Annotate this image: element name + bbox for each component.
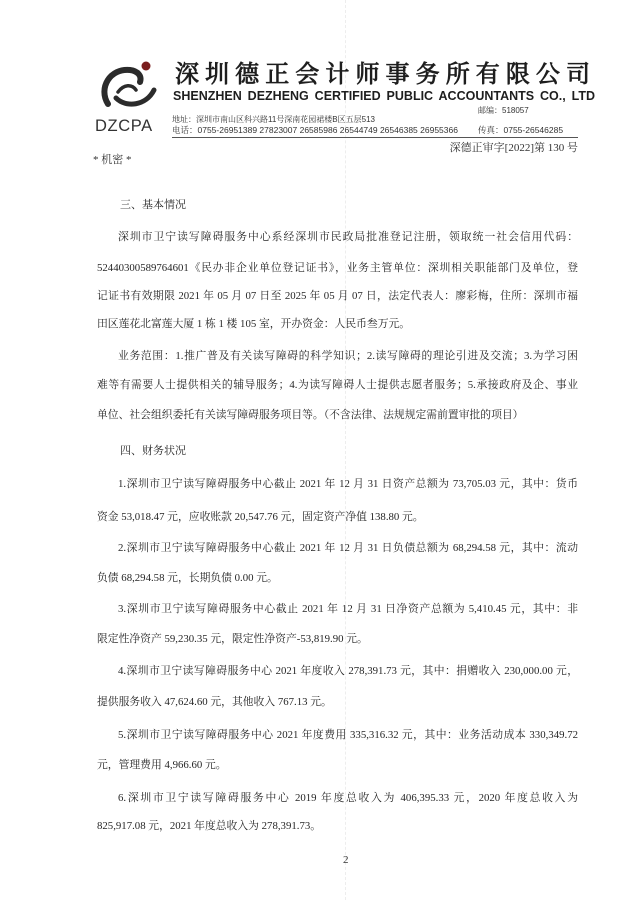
firm-phone: 电话：0755-26951389 27823007 26585986 26544749 26546385 26955366: [172, 125, 458, 135]
paragraph-line: 52440300589764601《民办非企业单位登记证书》，业务主管单位：深圳相关职能部门及单位，登: [97, 262, 578, 274]
financial-item-line: 1.深圳市卫宁读写障碍服务中心截止 2021 年 12 月 31 日资产总额为 73,705.03 元，其中：货币: [118, 478, 578, 490]
financial-item-line: 元，管理费用 4,966.60 元。: [97, 759, 227, 771]
firm-fax: 传真：0755-26546285: [478, 125, 564, 135]
report-number: 深德正审字[2022]第 130 号: [449, 142, 578, 154]
financial-item-line: 3.深圳市卫宁读写障碍服务中心截止 2021 年 12 月 31 日净资产总额为 5,410.45 元，其中：非: [118, 603, 578, 615]
firm-name-english: SHENZHEN DEZHENG CERTIFIED PUBLIC ACCOUNTANTS CO., LTD: [173, 89, 595, 103]
page-number: 2: [343, 854, 349, 866]
firm-name-chinese: 深圳德正会计师事务所有限公司: [175, 60, 590, 88]
financial-item-line: 6.深圳市卫宁读写障碍服务中心 2019 年度总收入为 406,395.33 元，2020 年度总收入为: [118, 792, 578, 804]
firm-postcode: 邮编：518057: [478, 106, 529, 115]
section-heading-basic-info: 三、基本情况: [120, 199, 186, 211]
financial-item-line: 4.深圳市卫宁读写障碍服务中心 2021 年度收入 278,391.73 元，其中：捐赠收入 230,000.00 元，: [118, 665, 578, 677]
financial-item-line: 限定性净资产 59,230.35 元，限定性净资产-53,819.90 元。: [97, 633, 368, 645]
paragraph-line: 记证书有效期限 2021 年 05 月 07 日至 2025 年 05 月 07 日，法定代表人：廖彩梅，住所：深圳市福: [97, 290, 578, 302]
confidential-mark: * 机密 *: [93, 154, 132, 166]
letterhead-divider: [172, 137, 578, 138]
paragraph-line: 单位、社会组织委托有关读写障碍服务项目等。（不含法律、法规规定需前置审批的项目）: [97, 409, 524, 421]
paragraph-line: 业务范围：1.推广普及有关读写障碍的科学知识；2.读写障碍的理论引进及交流；3.为学习困: [118, 350, 578, 362]
paragraph-line: 深圳市卫宁读写障碍服务中心系经深圳市民政局批准登记注册，领取统一社会信用代码：: [118, 231, 578, 243]
section-heading-financial: 四、财务状况: [120, 445, 186, 457]
dzcpa-logo-icon: [96, 54, 162, 116]
paragraph-line: 难等有需要人士提供相关的辅导服务；4.为读写障碍人士提供志愿者服务；5.承接政府及企、事业: [97, 379, 578, 391]
firm-address: 地址：深圳市南山区科兴路11号深南花园裙楼B区五层513: [172, 115, 375, 124]
financial-item-line: 825,917.08 元，2021 年度总收入为 278,391.73。: [97, 820, 322, 832]
financial-item-line: 提供服务收入 47,624.60 元，其他收入 767.13 元。: [97, 696, 332, 708]
financial-item-line: 负债 68,294.58 元，长期负债 0.00 元。: [97, 572, 278, 584]
logo-text: DZCPA: [95, 117, 153, 135]
financial-item-line: 2.深圳市卫宁读写障碍服务中心截止 2021 年 12 月 31 日负债总额为 68,294.58 元，其中：流动: [118, 542, 578, 554]
financial-item-line: 资金 53,018.47 元，应收账款 20,547.76 元，固定资产净值 138.80 元。: [97, 511, 424, 523]
financial-item-line: 5.深圳市卫宁读写障碍服务中心 2021 年度费用 335,316.32 元，其中：业务活动成本 330,349.72: [118, 729, 578, 741]
paragraph-line: 田区莲花北富莲大厦 1 栋 1 楼 105 室，开办资金：人民币叁万元。: [97, 318, 411, 330]
